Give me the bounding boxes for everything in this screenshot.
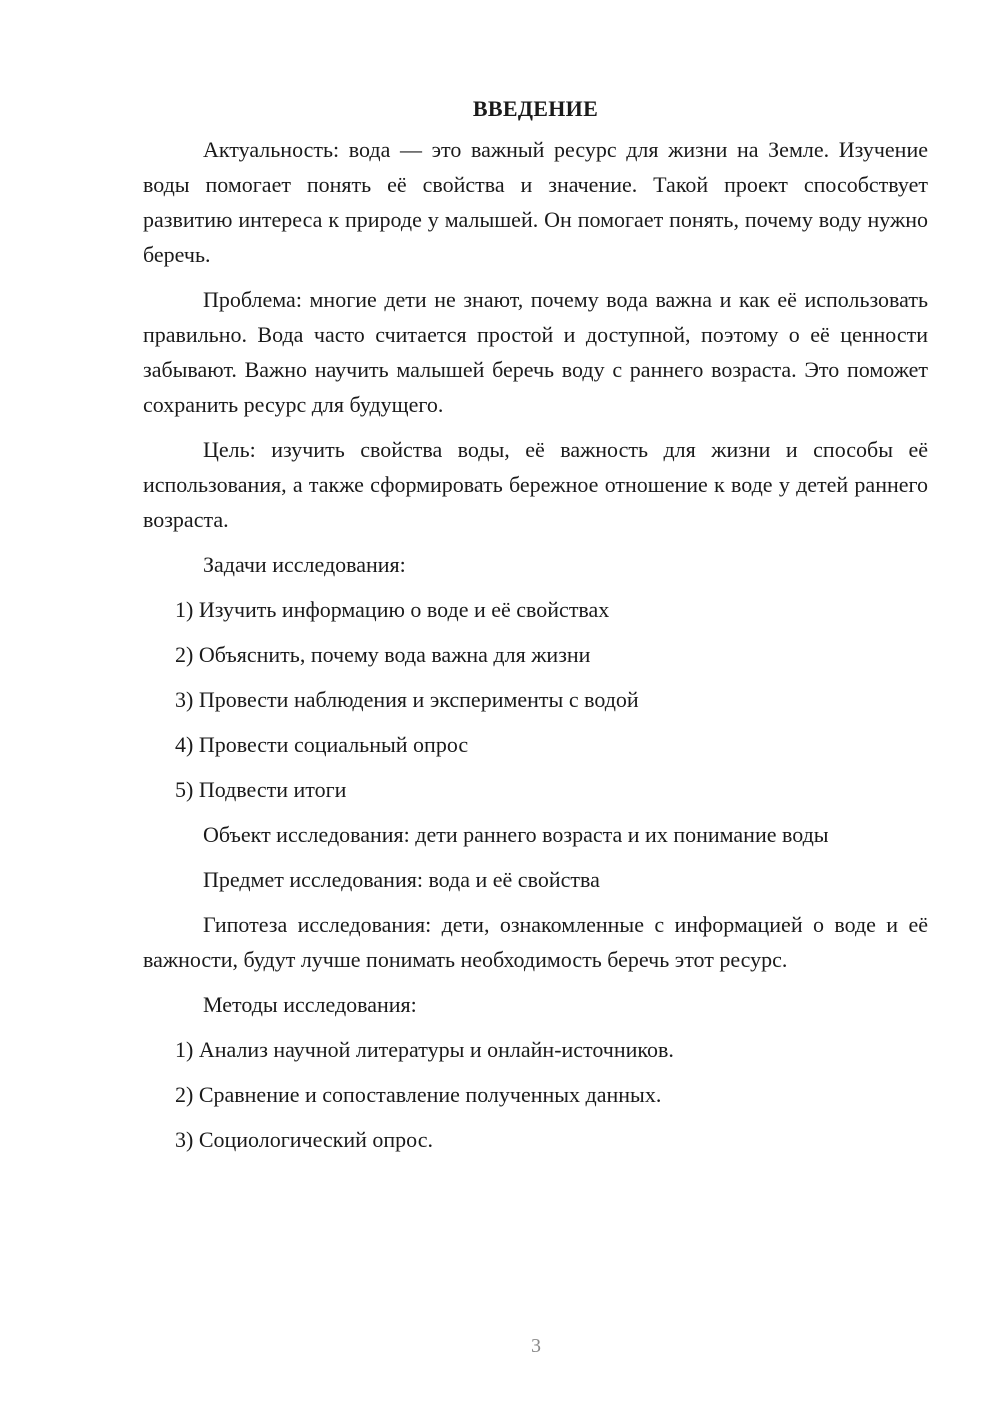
- tasks-list: [143, 592, 928, 807]
- list-item: 1) Анализ научной литературы и онлайн-источников.: [175, 1037, 674, 1062]
- list-item: 1) Изучить информацию о воде и её свойствах: [175, 597, 610, 622]
- problem-paragraph: Проблема: многие дети не знают, почему вода важна и как её использовать правильно. Вода часто считается простой и доступной, поэтому о её ценности забывают. Важно научить малышей беречь воду с раннего возраста. Это поможет сохранить ресурс для будущего.: [143, 287, 928, 417]
- goal-paragraph: Цель: изучить свойства воды, её важность для жизни и способы её использования, а также сформировать бережное отношение к воде у детей раннего возраста.: [143, 437, 928, 532]
- page-number: 3: [531, 1335, 541, 1357]
- list-item: 4) Провести социальный опрос: [175, 732, 469, 757]
- subject-line: Предмет исследования: вода и её свойства: [203, 867, 600, 892]
- methods-list: [143, 1032, 928, 1157]
- page-title: ВВЕДЕНИЕ: [472, 96, 599, 121]
- list-item: 3) Социологический опрос.: [175, 1127, 433, 1152]
- list-item: 5) Подвести итоги: [175, 777, 347, 802]
- list-item: 3) Провести наблюдения и эксперименты с водой: [175, 687, 639, 712]
- tasks-title: Задачи исследования:: [203, 552, 406, 577]
- relevance-paragraph: Актуальность: вода — это важный ресурс для жизни на Земле. Изучение воды помогает понять её свойства и значение. Такой проект способствует развитию интереса к природе у малышей. Он помогает понять, почему воду нужно беречь.: [143, 137, 928, 267]
- list-item: 2) Объяснить, почему вода важна для жизни: [175, 642, 591, 667]
- list-item: 2) Сравнение и сопоставление полученных данных.: [175, 1082, 662, 1107]
- methods-title: Методы исследования:: [203, 992, 417, 1017]
- object-line: Объект исследования: дети раннего возраста и их понимание воды: [203, 822, 829, 847]
- page-content: [143, 94, 928, 1167]
- hypothesis-paragraph: Гипотеза исследования: дети, ознакомленные с информацией о воде и её важности, будут лучше понимать необходимость беречь этот ресурс.: [143, 912, 928, 972]
